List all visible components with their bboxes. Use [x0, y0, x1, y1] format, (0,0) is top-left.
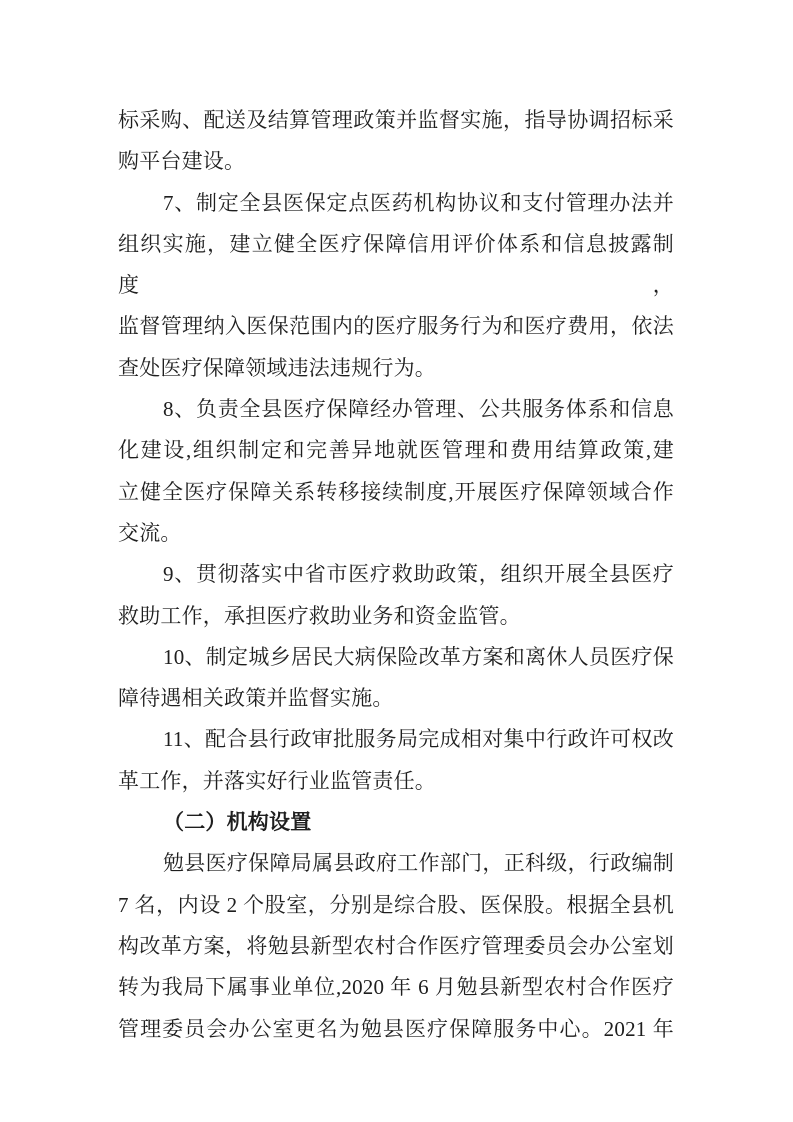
section-heading: （二）机构设置 — [163, 810, 312, 835]
text-line: 交流。 — [118, 520, 182, 545]
text-line: 11、配合县行政审批服务局完成相对集中行政许可权改 — [163, 727, 674, 752]
text-line: 9、贯彻落实中省市医疗救助政策，组织开展全县医疗 — [163, 562, 674, 587]
text-line: 转为我局下属事业单位,2020 年 6 月勉县新型农村合作医疗 — [118, 975, 674, 1000]
text-line: 革工作，并落实好行业监管责任。 — [118, 768, 436, 793]
text-line: 10、制定城乡居民大病保险改革方案和离休人员医疗保 — [163, 644, 674, 669]
document-body — [118, 100, 674, 1050]
text-line: 监督管理纳入医保范围内的医疗服务行为和医疗费用，依法 — [118, 314, 674, 339]
text-line: 救助工作，承担医疗救助业务和资金监管。 — [118, 603, 521, 628]
text-line: 管理委员会办公室更名为勉县医疗保障服务中心。2021 年 — [118, 1016, 674, 1041]
text-line: 7、制定全县医保定点医药机构协议和支付管理办法并 — [163, 190, 674, 215]
text-line: 障待遇相关政策并监督实施。 — [118, 686, 394, 711]
text-line: 8、负责全县医疗保障经办管理、公共服务体系和信息 — [163, 397, 674, 422]
text-line: 立健全医疗保障关系转移接续制度,开展医疗保障领域合作 — [118, 479, 674, 504]
text-line: 化建设,组织制定和完善异地就医管理和费用结算政策,建 — [118, 438, 674, 463]
text-line: 购平台建设。 — [118, 149, 246, 174]
text-line: 勉县医疗保障局属县政府工作部门，正科级，行政编制 — [163, 851, 674, 876]
text-line: 7 名，内设 2 个股室，分别是综合股、医保股。根据全县机 — [118, 892, 674, 917]
text-line: 组织实施，建立健全医疗保障信用评价体系和信息披露制度， — [118, 231, 674, 298]
text-line: 标采购、配送及结算管理政策并监督实施，指导协调招标采 — [118, 108, 674, 132]
text-line: 查处医疗保障领域违法违规行为。 — [118, 355, 436, 380]
text-line: 构改革方案，将勉县新型农村合作医疗管理委员会办公室划 — [118, 933, 674, 958]
